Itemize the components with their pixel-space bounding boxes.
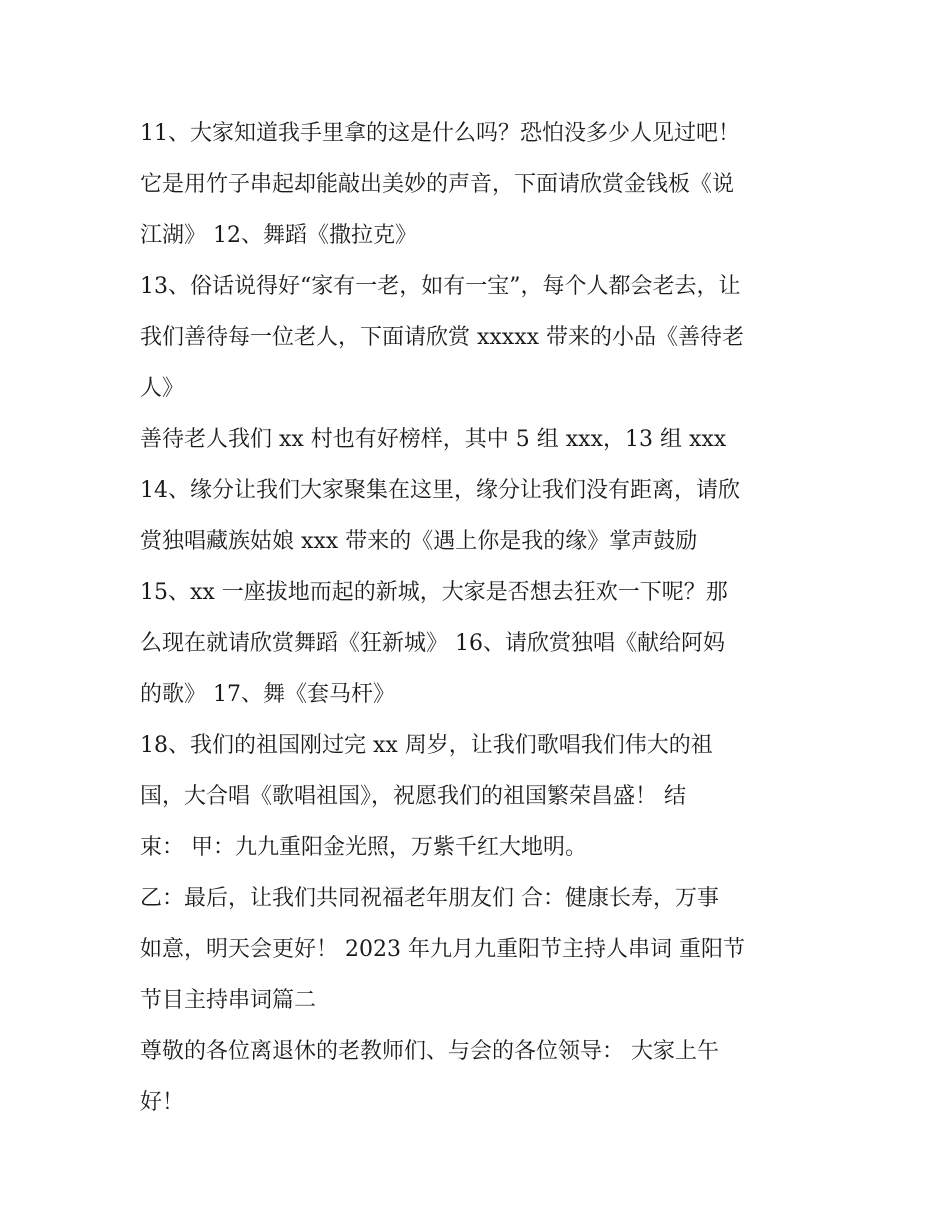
text-line: 如意，明天会更好！ 2023 年九月九重阳节主持人串词 重阳节 <box>140 937 745 962</box>
text-line: 善待老人我们 xx 村也有好榜样，其中 5 组 xxx，13 组 xxx <box>140 427 727 452</box>
document-body <box>140 108 820 1128</box>
text-line: 18、我们的祖国刚过完 xx 周岁，让我们歌唱我们伟大的祖 <box>140 733 713 758</box>
text-line: 乙：最后，让我们共同祝福老年朋友们 合：健康长寿，万事 <box>140 886 719 911</box>
text-line: 赏独唱藏族姑娘 xxx 带来的《遇上你是我的缘》掌声鼓励 <box>140 529 698 554</box>
text-line: 14、缘分让我们大家聚集在这里，缘分让我们没有距离，请欣 <box>140 478 740 503</box>
text-line: 节目主持串词篇二 <box>140 988 317 1013</box>
text-line: 国，大合唱《歌唱祖国》，祝愿我们的祖国繁荣昌盛！ 结 <box>140 784 686 809</box>
text-line: 15、xx 一座拔地而起的新城，大家是否想去狂欢一下呢？那 <box>140 580 728 605</box>
text-line: 我们善待每一位老人，下面请欣赏 xxxxx 带来的小品《善待老 <box>140 325 745 350</box>
text-line: 13、俗话说得好“家有一老，如有一宝”，每个人都会老去，让 <box>140 274 741 299</box>
text-line: 江湖》 12、舞蹈《撒拉克》 <box>140 223 417 248</box>
text-line: 11、大家知道我手里拿的这是什么吗？恐怕没多少人见过吧！ <box>140 121 740 146</box>
text-line: 好！ <box>140 1090 185 1115</box>
text-line: 人》 <box>140 376 185 401</box>
text-line: 的歌》 17、舞《套马杆》 <box>140 682 395 707</box>
text-line: 么现在就请欣赏舞蹈《狂新城》 16、请欣赏独唱《献给阿妈 <box>140 631 725 656</box>
text-line: 尊敬的各位离退休的老教师们、与会的各位领导： 大家上午 <box>140 1039 719 1064</box>
text-line: 束： 甲：九九重阳金光照，万紫千红大地明。 <box>140 835 587 860</box>
text-line: 它是用竹子串起却能敲出美妙的声音，下面请欣赏金钱板《说 <box>140 172 735 197</box>
